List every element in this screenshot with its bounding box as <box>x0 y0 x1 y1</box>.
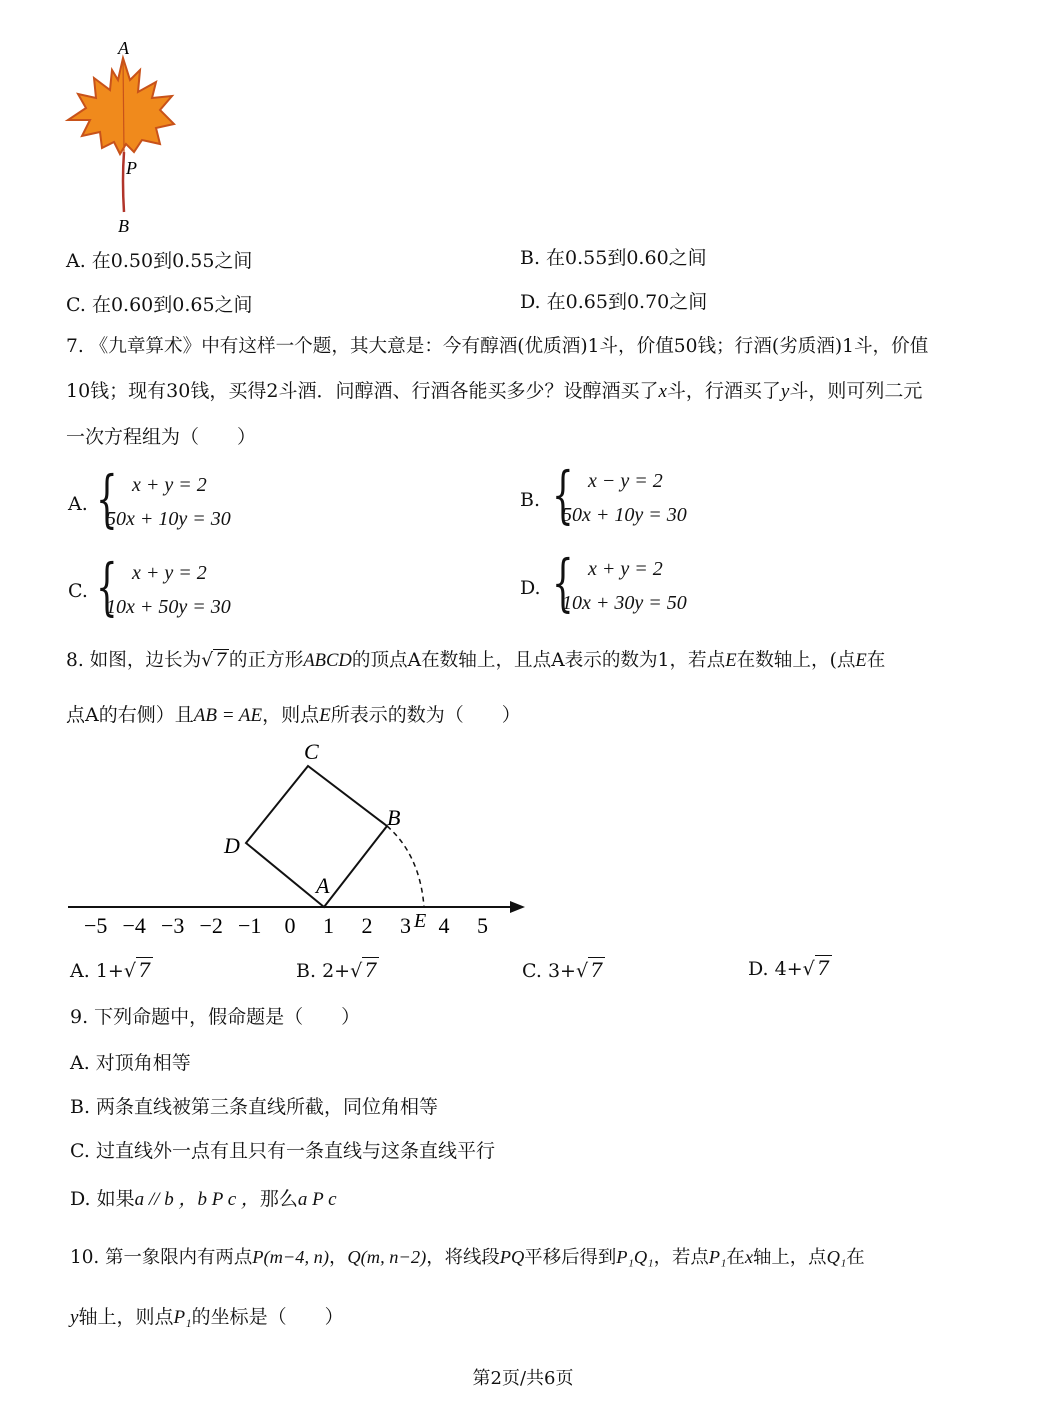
fig-label-b: B <box>387 805 401 830</box>
q7-option-b-label: B. <box>520 489 541 511</box>
q8-option-b <box>296 958 379 983</box>
q10-line-2-mid: 轴上，则点 <box>78 1306 174 1328</box>
q7-option-c-label: C. <box>68 580 88 602</box>
q6-option-b: B. 在0.55到0.60之间 <box>520 247 707 269</box>
q8-line-2 <box>66 704 521 728</box>
leaf-shape <box>68 58 174 154</box>
q8-option-a-sqrt: √ 7 <box>123 958 151 982</box>
q8-option-d-label: D. <box>748 958 769 980</box>
arc-dashed <box>387 826 424 907</box>
q8-option-d-pre: 4+ <box>774 958 803 980</box>
tick-label: 2 <box>361 913 373 938</box>
tick-label: 5 <box>477 913 488 938</box>
q9-option-d-pre: D. 如果 <box>70 1188 135 1210</box>
tick-label: 1 <box>323 913 334 938</box>
tick-label: −2 <box>199 913 223 938</box>
q7-option-d-eq1: x + y = 2 <box>588 558 663 580</box>
q10-point-p1: P₁ <box>708 1247 727 1267</box>
q8-square-name: ABCD <box>303 650 352 671</box>
q9-option-b: B. 两条直线被第三条直线所截，同位角相等 <box>70 1096 439 1118</box>
q10-line-1 <box>70 1246 865 1269</box>
q7-line-3: 一次方程组为（ ） <box>66 426 257 448</box>
q8-option-d-rad: 7 <box>816 956 830 980</box>
q10-line-2-post: 的坐标是（ ） <box>191 1306 344 1328</box>
tick-label: 3 <box>400 913 411 938</box>
q8-line-2-post: 所表示的数为（ ） <box>330 704 521 726</box>
q6-option-c: C. 在0.60到0.65之间 <box>66 294 253 316</box>
q8-line-1-mid: 的正方形 <box>228 650 304 671</box>
q8-figure-svg <box>60 735 540 945</box>
q9-option-a: A. 对顶角相等 <box>70 1052 191 1074</box>
q8-line-2-mid: ，则点 <box>262 704 320 726</box>
q7-line-2-pre: 10钱；现有30钱，买得2斗酒．问醇酒、行酒各能买多少？设醇酒买了 <box>66 380 659 402</box>
q10-axis-y: y <box>70 1307 79 1328</box>
q8-number-line-figure <box>60 735 540 945</box>
q10-point-q1: Q₁ <box>826 1247 847 1267</box>
q8-sqrt-value: 7 <box>215 650 227 671</box>
q6-option-d: D. 在0.65到0.70之间 <box>520 291 708 313</box>
q8-point-e: E <box>725 650 737 671</box>
q10-segment-p1q1: P₁Q₁ <box>616 1247 654 1267</box>
maple-leaf-figure <box>60 40 190 240</box>
q10-sep: ， <box>328 1247 348 1268</box>
maple-leaf-image <box>60 40 190 240</box>
q10-line-2-p1: P₁ <box>173 1307 192 1328</box>
q7-line-2 <box>66 380 922 404</box>
q8-line-1-pre: 8. 如图，边长为 <box>66 650 202 671</box>
q10-line-1-end: 在 <box>846 1247 865 1268</box>
q10-line-1-pre: 10. 第一象限内有两点 <box>70 1247 253 1268</box>
q9-option-d-math2: a P c <box>297 1189 337 1210</box>
q10-line-1-mid3: ，若点 <box>653 1247 709 1268</box>
q7-option-a-eq1: x + y = 2 <box>132 474 207 496</box>
q10-line-2 <box>70 1306 344 1330</box>
q8-option-d-sqrt: √ 7 <box>802 956 830 980</box>
q8-option-b-sqrt: √ 7 <box>350 958 377 982</box>
q8-line-1 <box>66 650 885 672</box>
q8-point-e-3: E <box>319 705 331 726</box>
leaf-label-b: B <box>118 216 129 236</box>
leaf-stem <box>123 152 124 212</box>
q7-line-2-mid: 斗，行酒买了 <box>666 380 781 402</box>
fig-label-e: E <box>414 910 427 932</box>
brace-icon: { <box>552 458 574 531</box>
page-footer: 第2页/共6页 <box>472 1368 574 1389</box>
q7-option-d-eq2: 10x + 30y = 50 <box>562 592 687 614</box>
q9-stem: 9. 下列命题中，假命题是（ ） <box>70 1006 361 1028</box>
q8-option-a-label: A. <box>70 960 90 982</box>
q7-option-d-label: D. <box>520 577 541 599</box>
q9-option-d-math: a // b ，b P c ， <box>134 1189 260 1210</box>
q8-line-1-end: 在 <box>866 650 886 671</box>
q6-option-a: A. 在0.50到0.55之间 <box>66 250 253 272</box>
q7-option-c-eq1: x + y = 2 <box>132 562 207 584</box>
q9-option-d <box>70 1188 337 1212</box>
q8-line-1-post2: 在数轴上，(点 <box>736 650 856 671</box>
q8-option-b-label: B. <box>296 960 317 982</box>
number-line-ticks <box>84 913 488 938</box>
q7-option-b-eq1: x − y = 2 <box>588 470 663 492</box>
q8-sqrt: √ 7 <box>201 650 227 671</box>
q10-point-q: Q(m, n−2) <box>347 1247 427 1267</box>
q8-line-1-post: 的顶点A在数轴上，且点A表示的数为1，若点 <box>351 650 726 671</box>
brace-icon: { <box>96 550 118 623</box>
q10-line-1-mid4: 在 <box>726 1247 745 1268</box>
q7-option-a-eq2: 50x + 10y = 30 <box>106 508 231 530</box>
q7-var-x: x <box>658 381 667 402</box>
fig-label-a: A <box>316 873 330 898</box>
q8-option-a <box>70 958 153 983</box>
q10-line-1-mid: ，将线段 <box>426 1247 500 1268</box>
q7-option-a-label: A. <box>68 493 88 515</box>
arrow-icon <box>510 901 525 913</box>
q8-equation: AB = AE <box>193 705 263 726</box>
q8-option-a-pre: 1+ <box>95 960 124 982</box>
tick-label: −5 <box>84 913 108 938</box>
tick-label: 4 <box>438 913 450 938</box>
q8-option-c-sqrt: √ 7 <box>575 958 603 982</box>
fig-label-c: C <box>304 739 319 764</box>
q10-line-1-mid5: 轴上，点 <box>752 1247 827 1268</box>
q9-option-c: C. 过直线外一点有且只有一条直线与这条直线平行 <box>70 1140 495 1162</box>
q8-option-c <box>522 958 605 983</box>
q8-option-b-rad: 7 <box>364 958 377 982</box>
tick-label: −3 <box>161 913 185 938</box>
tick-label: −4 <box>122 913 146 938</box>
q8-option-d <box>748 956 832 981</box>
tick-label: −1 <box>238 913 262 938</box>
q8-option-c-label: C. <box>522 960 542 982</box>
q10-point-p: P(m−4, n) <box>252 1247 329 1267</box>
q8-option-b-pre: 2+ <box>322 960 351 982</box>
q7-var-y: y <box>780 381 790 402</box>
fig-label-d: D <box>224 833 240 858</box>
q8-line-2-pre: 点A的右侧）且 <box>66 704 194 726</box>
q7-line-2-post: 斗，则可列二元 <box>789 380 923 402</box>
q9-option-d-mid: 那么 <box>259 1188 298 1210</box>
leaf-label-a: A <box>118 40 129 58</box>
q10-line-1-mid2: 平移后得到 <box>524 1247 617 1268</box>
q8-option-c-rad: 7 <box>590 958 603 982</box>
q8-option-a-rad: 7 <box>137 958 151 982</box>
tick-label: 0 <box>284 913 296 938</box>
q10-segment-pq: PQ <box>499 1247 525 1267</box>
brace-icon: { <box>96 462 118 535</box>
q8-option-c-pre: 3+ <box>547 960 576 982</box>
q8-point-e-2: E <box>855 650 867 671</box>
q7-line-1: 7. 《九章算术》中有这样一个题，其大意是：今有醇酒(优质酒)1斗，价值50钱；行酒(劣质酒)1斗，价值 <box>66 336 929 357</box>
q7-option-b-eq2: 50x + 10y = 30 <box>562 504 687 526</box>
brace-icon: { <box>552 546 574 619</box>
q10-axis-x: x <box>744 1247 753 1267</box>
leaf-label-p: P <box>126 158 137 178</box>
q7-option-c-eq2: 10x + 50y = 30 <box>106 596 231 618</box>
